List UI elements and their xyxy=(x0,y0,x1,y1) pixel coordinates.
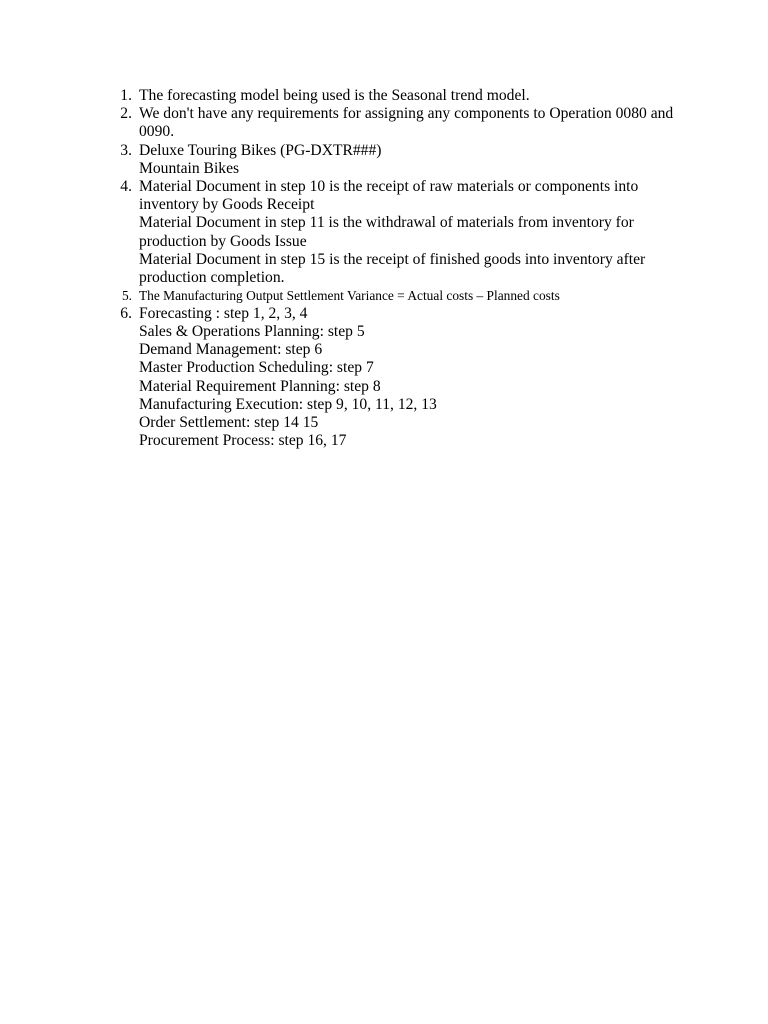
item-number: 4. xyxy=(120,178,132,196)
item-number: 6. xyxy=(120,304,132,322)
item-number: 2. xyxy=(120,105,132,123)
item-text: Material Document in step 10 is the receipt of raw materials or components into inventory by Goods Receipt xyxy=(139,178,639,214)
item-number: 1. xyxy=(120,87,132,104)
item-text: Sales & Operations Planning: step 5 xyxy=(139,323,365,341)
item-text: Material Document in step 11 is the withdrawal of materials from inventory for production by Goods Issue xyxy=(139,214,634,250)
item-text: Order Settlement: step 14 15 xyxy=(139,414,319,432)
item-text: Master Production Scheduling: step 7 xyxy=(139,359,374,377)
item-text: The forecasting model being used is the Seasonal trend model. xyxy=(139,87,530,104)
list-item-6 xyxy=(120,304,684,451)
item-number: 5. xyxy=(121,288,132,304)
item-text: The Manufacturing Output Settlement Variance = Actual costs – Planned costs xyxy=(139,288,560,304)
item-text: Material Document in step 15 is the receipt of finished goods into inventory after production completion. xyxy=(139,250,646,287)
item-text: Mountain Bikes xyxy=(139,159,240,177)
item-text: Material Requirement Planning: step 8 xyxy=(139,377,381,395)
item-text: We don't have any requirements for assigning any components to Operation 0080 and 0090. xyxy=(139,105,674,141)
list-item-3 xyxy=(120,141,684,178)
list-item-2 xyxy=(120,105,684,141)
item-text: Procurement Process: step 16, 17 xyxy=(139,432,347,450)
item-number: 3. xyxy=(120,141,132,159)
item-text: Manufacturing Execution: step 9, 10, 11, 12, 13 xyxy=(139,395,437,413)
item-text: Forecasting : step 1, 2, 3, 4 xyxy=(139,304,308,322)
list-item-4 xyxy=(120,178,684,287)
answer-list xyxy=(120,87,684,450)
item-text: Deluxe Touring Bikes (PG-DXTR###) xyxy=(139,141,382,159)
list-item-1 xyxy=(120,87,684,105)
item-text: Demand Management: step 6 xyxy=(139,341,323,359)
list-item-5 xyxy=(121,287,684,305)
